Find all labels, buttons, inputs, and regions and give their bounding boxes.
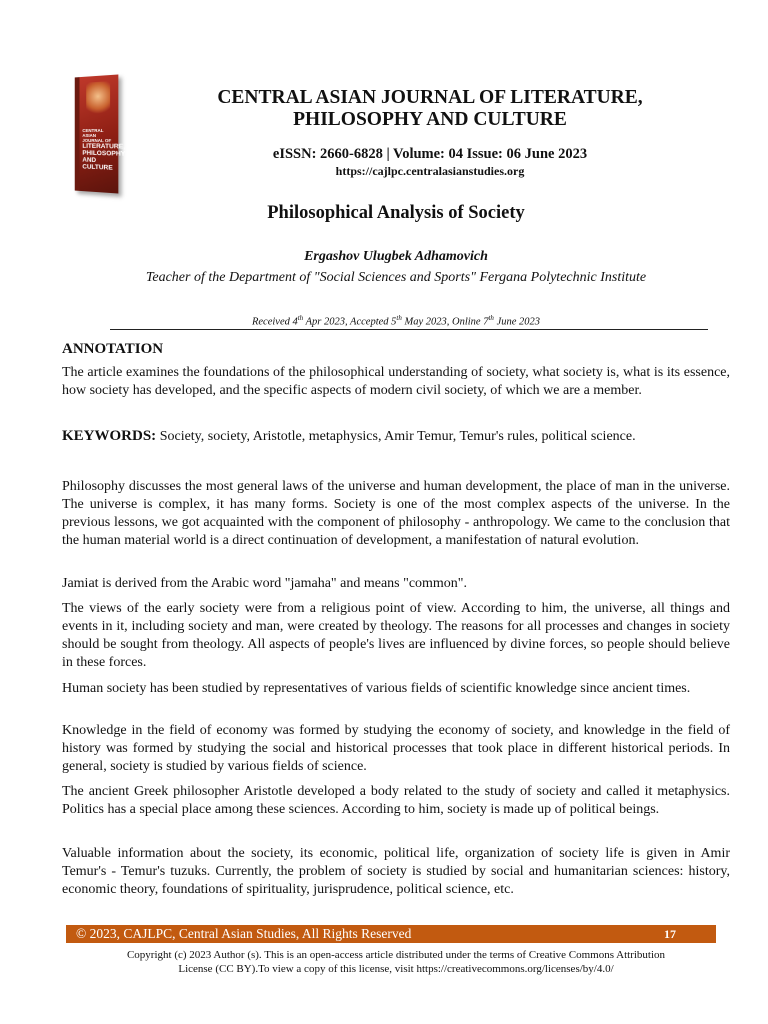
cover-lettering	[82, 127, 126, 172]
keywords-text: Society, society, Aristotle, metaphysics, Amir Temur, Temur's rules, political science.	[156, 429, 636, 444]
paragraph-text: Human society has been studied by representatives of various fields of scientific knowledge since ancient times.	[62, 681, 691, 696]
annotation-text	[62, 364, 730, 400]
paragraph-text: The ancient Greek philosopher Aristotle developed a body related to the study of society and called it metaphysics. Politics has a special place among these sciences. According to him, society is made up of political beings.	[62, 784, 730, 817]
paragraph-text: Knowledge in the field of economy was formed by studying the economy of society, and knowledge in the field of history was formed by studying the social and historical processes that took place in different historical periods. In general, society is studied by various fields of science.	[62, 723, 730, 774]
cover-artwork	[86, 81, 110, 118]
keywords	[62, 427, 730, 446]
body-paragraph-1	[62, 478, 730, 550]
author-name: Ergashov Ulugbek Adhamovich	[304, 249, 488, 264]
keywords-line	[62, 427, 730, 446]
page-number: 17	[664, 927, 676, 941]
article-dates	[62, 314, 730, 328]
accepted-sup: th	[396, 314, 402, 322]
body-paragraph-2	[62, 575, 730, 593]
journal-title-line2: PHILOSOPHY AND CULTURE	[293, 109, 567, 130]
issn-line: eISSN: 2660-6828 | Volume: 04 Issue: 06 June 2023	[272, 146, 588, 162]
online-rest: June 2023	[493, 316, 541, 328]
cover-lettering-big: LITERATURE, PHILOSOPHY AND CULTURE	[82, 142, 126, 172]
cover-lettering-small: CENTRAL ASIAN JOURNAL OF	[82, 127, 112, 144]
license-line2: License (CC BY).To view a copy of this license, visit https://creativecommons.org/licenses/by/4.0/	[178, 963, 614, 975]
cover-spine	[75, 77, 80, 191]
paragraph-text: Philosophy discusses the most general laws of the universe and human development, the place of man in the universe. The universe is complex, it has many forms. Society is one of the most complex aspects of the universe. In the previous lessons, we got acquainted with the component of philosophy - anthropology. We came to the conclusion that the human material world is a direct continuation of development, a manifestation of natural evolution.	[62, 479, 730, 548]
body-paragraph-4	[62, 680, 730, 698]
footer-copyright: © 2023, CAJLPC, Central Asian Studies, All Rights Reserved	[76, 926, 412, 941]
online-text: May 2023, Online 7	[401, 316, 489, 328]
body-paragraph-6	[62, 783, 730, 819]
footer-bar	[66, 925, 716, 943]
article-title: Philosophical Analysis of Society	[267, 203, 525, 223]
journal-cover-image	[75, 74, 126, 193]
journal-url[interactable]: https://cajlpc.centralasianstudies.org	[335, 164, 525, 178]
online-sup: th	[488, 314, 494, 322]
paragraph-text: Jamiat is derived from the Arabic word "jamaha" and means "common".	[62, 576, 468, 591]
body-paragraph-7	[62, 845, 730, 899]
accepted-text: Apr 2023, Accepted 5	[303, 316, 397, 328]
received-sup: th	[297, 314, 304, 322]
keywords-label: KEYWORDS:	[62, 428, 157, 444]
annotation-heading: ANNOTATION	[62, 341, 164, 357]
received-text: Received 4	[251, 316, 298, 328]
license-line1: Copyright (c) 2023 Author (s). This is an open-access article distributed under the terms of Creative Commons Attribution	[126, 949, 666, 961]
journal-title	[200, 87, 660, 131]
license-notice	[62, 948, 730, 976]
body-paragraph-3	[62, 600, 730, 672]
journal-title-line1: CENTRAL ASIAN JOURNAL OF LITERATURE,	[217, 87, 643, 108]
author-affiliation: Teacher of the Department of "Social Sciences and Sports" Fergana Polytechnic Institute	[145, 270, 647, 285]
annotation-paragraph: The article examines the foundations of the philosophical understanding of society, what society is, what is its essence, how society has developed, and the specific aspects of modern civil society, of which we are a member.	[62, 365, 730, 398]
body-paragraph-5	[62, 722, 730, 776]
paragraph-text: The views of the early society were from a religious point of view. According to him, the universe, all things and events in it, including society and man, were created by theology. The reasons for all processes and changes in society should be sought from theology. All aspects of people's lives are influenced by divine forces, so people should believe in these forces.	[62, 601, 730, 670]
paragraph-text: Valuable information about the society, its economic, political life, organization of society life is given in Amir Temur's - Temur's tuzuks. Currently, the problem of society is studied by social and humanitarian sciences: history, economic theory, foundations of spirituality, jurisprudence, political science, etc.	[62, 846, 730, 897]
header-divider	[110, 329, 708, 330]
